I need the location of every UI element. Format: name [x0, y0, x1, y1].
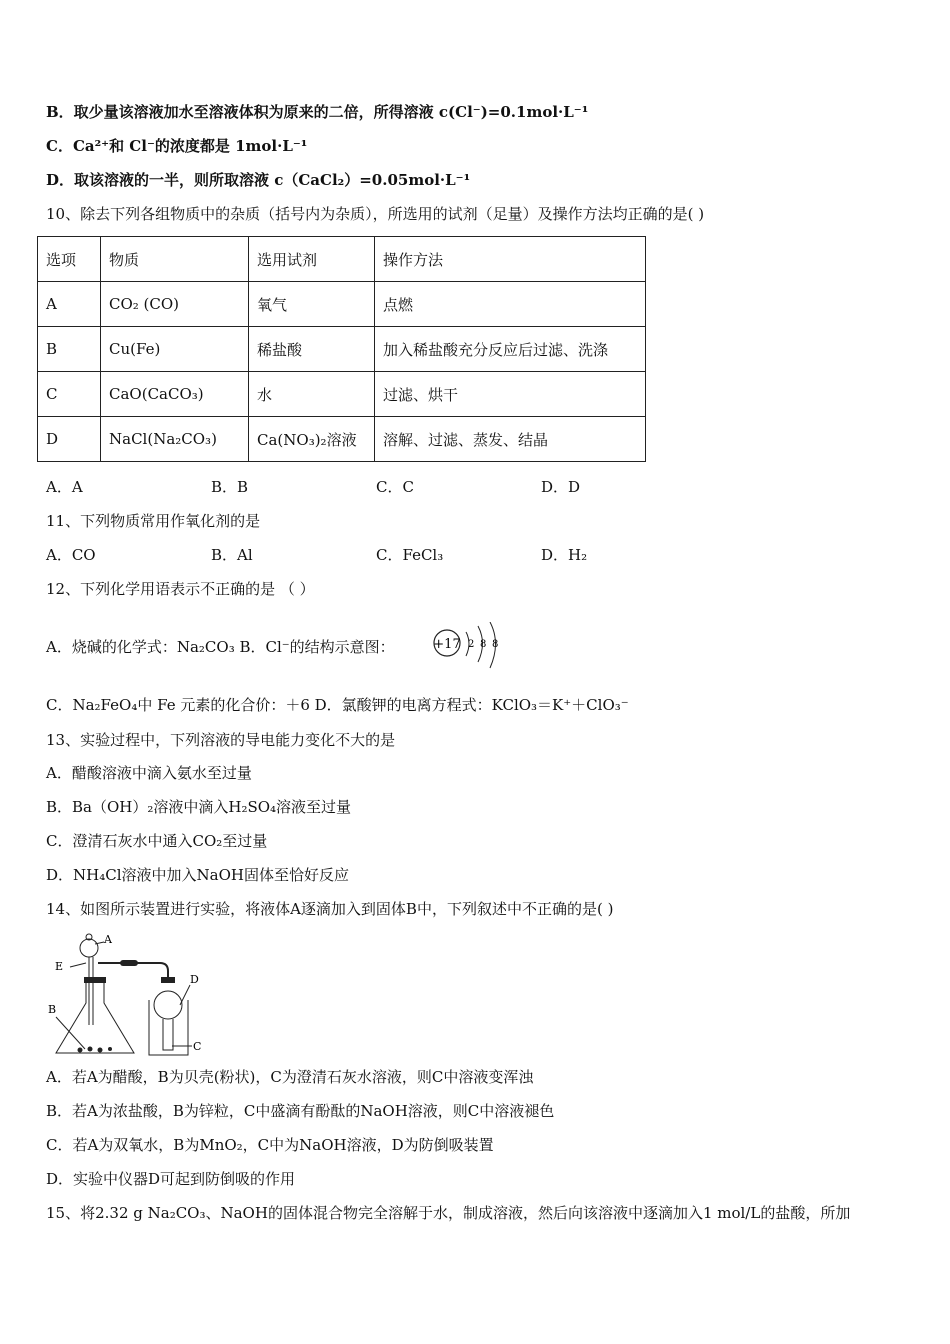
table-header: 操作方法 [375, 237, 646, 282]
shell-electrons: 2 [468, 639, 475, 650]
q10-option-d: D．D [541, 478, 581, 496]
q10-option-c: C．C [376, 478, 414, 496]
table-cell: NaCl(Na₂CO₃) [101, 417, 249, 462]
table-cell: 过滤、烘干 [375, 372, 646, 417]
shell-electrons: 8 [492, 639, 499, 650]
q15-stem: 15、将2.32 g Na₂CO₃、NaOH的固体混合物完全溶解于水，制成溶液，然后向该溶液中逐滴加入1 mol/L的盐酸，所加 [46, 1204, 851, 1222]
table-row [38, 282, 646, 327]
table-header: 物质 [101, 237, 249, 282]
table-cell: CO₂ (CO) [101, 282, 249, 327]
q13-option-c: C．澄清石灰水中通入CO₂至过量 [46, 832, 268, 850]
table-row [38, 327, 646, 372]
chlorine-ion-structure-diagram [430, 622, 510, 672]
table-row [38, 372, 646, 417]
q13-option-a: A．醋酸溶液中滴入氨水至过量 [46, 764, 252, 782]
table-cell: Ca(NO₃)₂溶液 [249, 417, 375, 462]
table-cell: 水 [249, 372, 375, 417]
table-cell: CaO(CaCO₃) [101, 372, 249, 417]
table-header: 选项 [38, 237, 101, 282]
q10-option-b: B．B [211, 478, 249, 496]
table-row [38, 417, 646, 462]
table-cell: 加入稀盐酸充分反应后过滤、洗涤 [375, 327, 646, 372]
q11-option-c: C．FeCl₃ [376, 546, 444, 564]
q10-table [37, 236, 646, 462]
figure-label-d: D [190, 973, 199, 986]
table-header: 选用试剂 [249, 237, 375, 282]
q13-option-d: D．NH₄Cl溶液中加入NaOH固体至恰好反应 [46, 866, 349, 884]
q12-line2: C．Na₂FeO₄中 Fe 元素的化合价：＋6 D．氯酸钾的电离方程式：KClO₃＝K⁺＋ClO₃⁻ [46, 696, 629, 714]
table-cell: 点燃 [375, 282, 646, 327]
q11-option-d: D．H₂ [541, 546, 588, 564]
q11-option-a: A．CO [46, 546, 96, 564]
q12-line1: A．烧碱的化学式：Na₂CO₃ B．Cl⁻的结构示意图： [46, 638, 395, 656]
q13-stem: 13、实验过程中，下列溶液的导电能力变化不大的是 [46, 731, 396, 749]
q11-option-b: B．Al [211, 546, 253, 564]
table-cell: A [38, 282, 101, 327]
q9-option-c: C．Ca²⁺和 Cl⁻的浓度都是 1mol·L⁻¹ [46, 137, 308, 155]
q10-stem: 10、除去下列各组物质中的杂质（括号内为杂质），所选用的试剂（足量）及操作方法均正确的是( ) [46, 205, 705, 223]
q10-option-a: A．A [46, 478, 83, 496]
table-cell: Cu(Fe) [101, 327, 249, 372]
apparatus-figure [40, 925, 220, 1060]
table-cell: 氧气 [249, 282, 375, 327]
table-cell: 溶解、过滤、蒸发、结晶 [375, 417, 646, 462]
q14-option-d: D．实验中仪器D可起到防倒吸的作用 [46, 1170, 296, 1188]
q14-option-c: C．若A为双氧水，B为MnO₂，C中为NaOH溶液，D为防倒吸装置 [46, 1136, 494, 1154]
q14-option-a: A．若A为醋酸，B为贝壳(粉状)，C为澄清石灰水溶液，则C中溶液变浑浊 [46, 1068, 534, 1086]
table-header-row [38, 237, 646, 282]
q14-option-b: B．若A为浓盐酸，B为锌粒，C中盛滴有酚酞的NaOH溶液，则C中溶液褪色 [46, 1102, 555, 1120]
shell-electrons: 8 [480, 639, 487, 650]
table-cell: B [38, 327, 101, 372]
q14-stem: 14、如图所示装置进行实验，将液体A逐滴加入到固体B中，下列叙述中不正确的是( ) [46, 900, 614, 918]
figure-label-a: A [104, 933, 112, 946]
q9-option-d: D．取该溶液的一半，则所取溶液 c（CaCl₂）=0.05mol·L⁻¹ [46, 171, 471, 189]
figure-label-e: E [55, 960, 64, 973]
table-cell: C [38, 372, 101, 417]
table-cell: D [38, 417, 101, 462]
q9-option-b: B．取少量该溶液加水至溶液体积为原来的二倍，所得溶液 c(Cl⁻)=0.1mol·L⁻¹ [46, 103, 589, 121]
q12-stem: 12、下列化学用语表示不正确的是 （ ） [46, 580, 315, 598]
table-cell: 稀盐酸 [249, 327, 375, 372]
figure-label-b: B [48, 1003, 57, 1016]
q11-stem: 11、下列物质常用作氧化剂的是 [46, 512, 261, 530]
nucleus-charge: +17 [433, 637, 461, 652]
q13-option-b: B．Ba（OH）₂溶液中滴入H₂SO₄溶液至过量 [46, 798, 352, 816]
figure-label-c: C [193, 1040, 202, 1053]
